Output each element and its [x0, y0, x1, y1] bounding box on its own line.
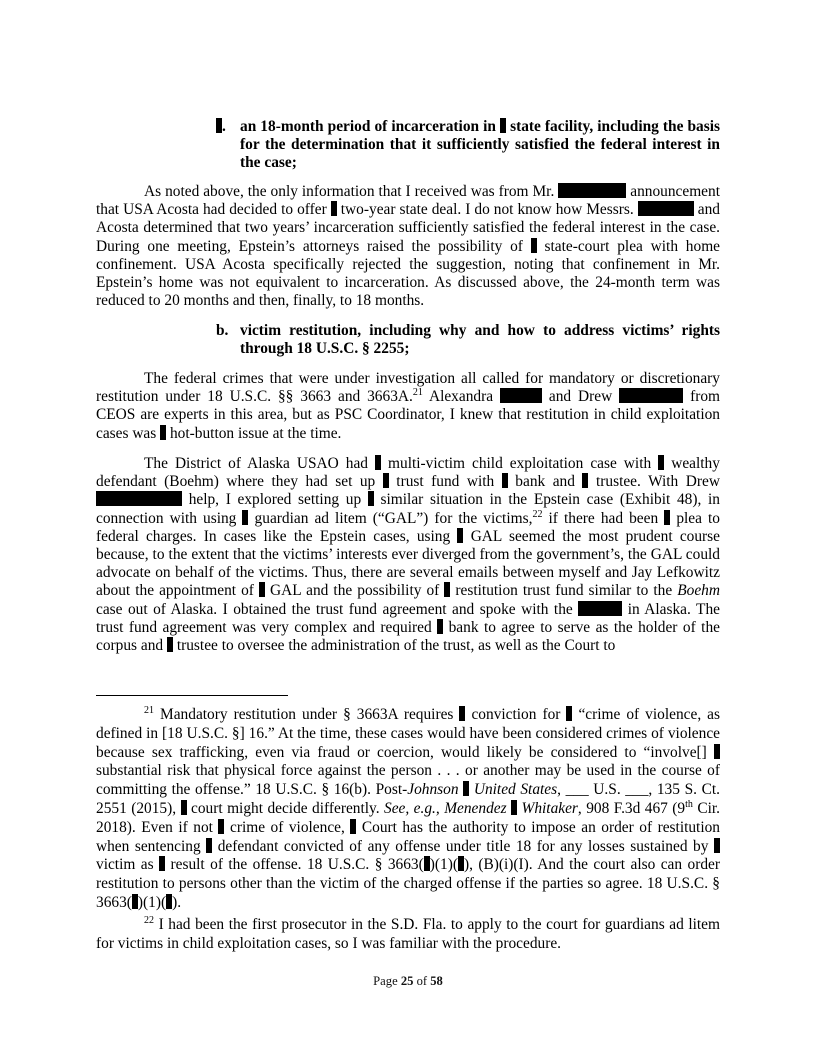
section-heading-a: . an 18-month period of incarceration in state facility, including the basis for the determination that it sufficiently satisfied the federal interest in the case; [240, 118, 720, 173]
redaction [457, 528, 463, 543]
heading-a-label: . [216, 118, 226, 136]
redaction [459, 706, 465, 721]
page-total: 58 [430, 974, 443, 988]
redaction [159, 856, 165, 871]
redaction [206, 838, 212, 853]
paragraph-3: The District of Alaska USAO had multi-victim child exploitation case with wealthy defendant (Boehm) where they had set up trust fund with bank and trustee. With Drew help, I explored setting up similar situation in the Epstein case (Exhibit 48), in connection with using guardian ad litem (“GAL”) for the victims,$^{22}$ if there had been plea to federal charges. In cases like the Epstein cases, using GAL seemed the most prudent course because, to the extent that the victims’ interests ever diverged from the government’s, the GAL could advocate on behalf of the victims. Thus, there are several emails between myself and Jay Lefkowitz about the appointment of GAL and the possibility of restitution trust fund similar to the Boehm case out of Alaska. I obtained the trust fund agreement and spoke with the in Alaska. The trust fund agreement was very complex and required bank to agree to serve as the holder of the corpus and trustee to oversee the administration of the trust, as well as the Court to [96, 455, 721, 655]
redaction [566, 706, 572, 721]
footnote-number: 21 [144, 705, 154, 716]
redaction [259, 582, 265, 597]
redaction [444, 582, 450, 597]
footnote-21: $^{21}$ Mandatory restitution under § 3663A requires conviction for “crime of violence, as defined in [18 U.S.C. §] 16.” At the time, these cases would have been considered crimes of violence because sex trafficking, even via fraud or coercion, would likely be considered to “involve[] substantial risk that physical force against the person . . . or another may be used in the course of committing the offense.” 18 U.S.C. § 16(b). Post-Johnson United States, ___ U.S. ___, 135 S. Ct. 2551 (2015), court might decide differently. See, e.g., Menendez Whitaker, 908 F.3d 467 (9th Cir. 2018). Even if not crime of violence, Court has the authority to impose an order of restitution when sentencing defendant convicted of any offense under title 18 for any losses sustained by victim as result of the offense. 18 U.S.C. § 3663( )(1)( ), (B)(i)(I). And the court also can order restitution to persons other than the victim of the charged offense if the parties so agree. 18 U.S.C. § 3663( )(1)( ). [96, 705, 721, 911]
footnote-separator [96, 695, 288, 696]
footnote-ref-21[interactable]: 21 [412, 387, 423, 399]
heading-b-label: b. [216, 322, 229, 339]
redaction [96, 491, 182, 506]
redaction [511, 800, 517, 815]
footnote-number: 22 [144, 915, 154, 926]
redaction [167, 637, 173, 652]
section-heading-b: b. victim restitution, including why and how to address victims’ rights through 18 U.S.C. § 2255; [216, 322, 720, 358]
document-page [96, 0, 720, 1056]
redaction [714, 744, 720, 759]
redaction [638, 201, 694, 216]
redaction [658, 455, 664, 470]
redaction [500, 388, 542, 403]
redaction [331, 201, 337, 216]
redaction [500, 118, 506, 133]
redaction [375, 455, 381, 470]
redaction [502, 473, 508, 488]
redaction [350, 819, 356, 834]
redaction [218, 819, 224, 834]
page-number: 25 [400, 974, 414, 988]
paragraph-2: The federal crimes that were under investigation all called for mandatory or discretionary restitution under 18 U.S.C. §§ 3663 and 3663A.$^{21}$ Alexandra and Drew from CEOS are experts in this area, but as PSC Coordinator, I knew that restitution in child exploitation cases was hot-button issue at the time. [96, 370, 720, 442]
redaction [181, 800, 187, 815]
redaction [463, 781, 469, 796]
redaction [578, 601, 622, 616]
redaction [582, 473, 588, 488]
redaction [437, 619, 443, 634]
redaction [558, 183, 626, 198]
redaction [664, 510, 670, 525]
redaction [368, 491, 374, 506]
paragraph-1: As noted above, the only information that I received was from Mr. announcement that USA Acosta had decided to offer two-year state deal. I do not know how Messrs. and Acosta determined that two years’ incarceration sufficiently satisfied the federal interest in the case. During one meeting, Epstein’s attorneys raised the possibility of state-court plea with home confinement. USA Acosta specifically rejected the suggestion, noting that confinement in Mr. Epstein’s home was not equivalent to incarceration. As discussed above, the 24-month term was reduced to 20 months and then, finally, to 18 months. [96, 183, 720, 310]
page-footer: Page 25 of 58 [373, 974, 443, 988]
redaction [619, 388, 683, 403]
footnote-22: $^{22}$ I had been the first prosecutor in the S.D. Fla. to apply to the court for guardians ad litem for victims in child exploitation cases, so I was familiar with the procedure. [96, 915, 720, 952]
redaction [383, 473, 389, 488]
redaction [714, 838, 720, 853]
redaction [531, 238, 537, 253]
footnote-ref-22[interactable]: 22 [532, 508, 543, 520]
redaction [242, 510, 248, 525]
redaction [160, 425, 166, 440]
